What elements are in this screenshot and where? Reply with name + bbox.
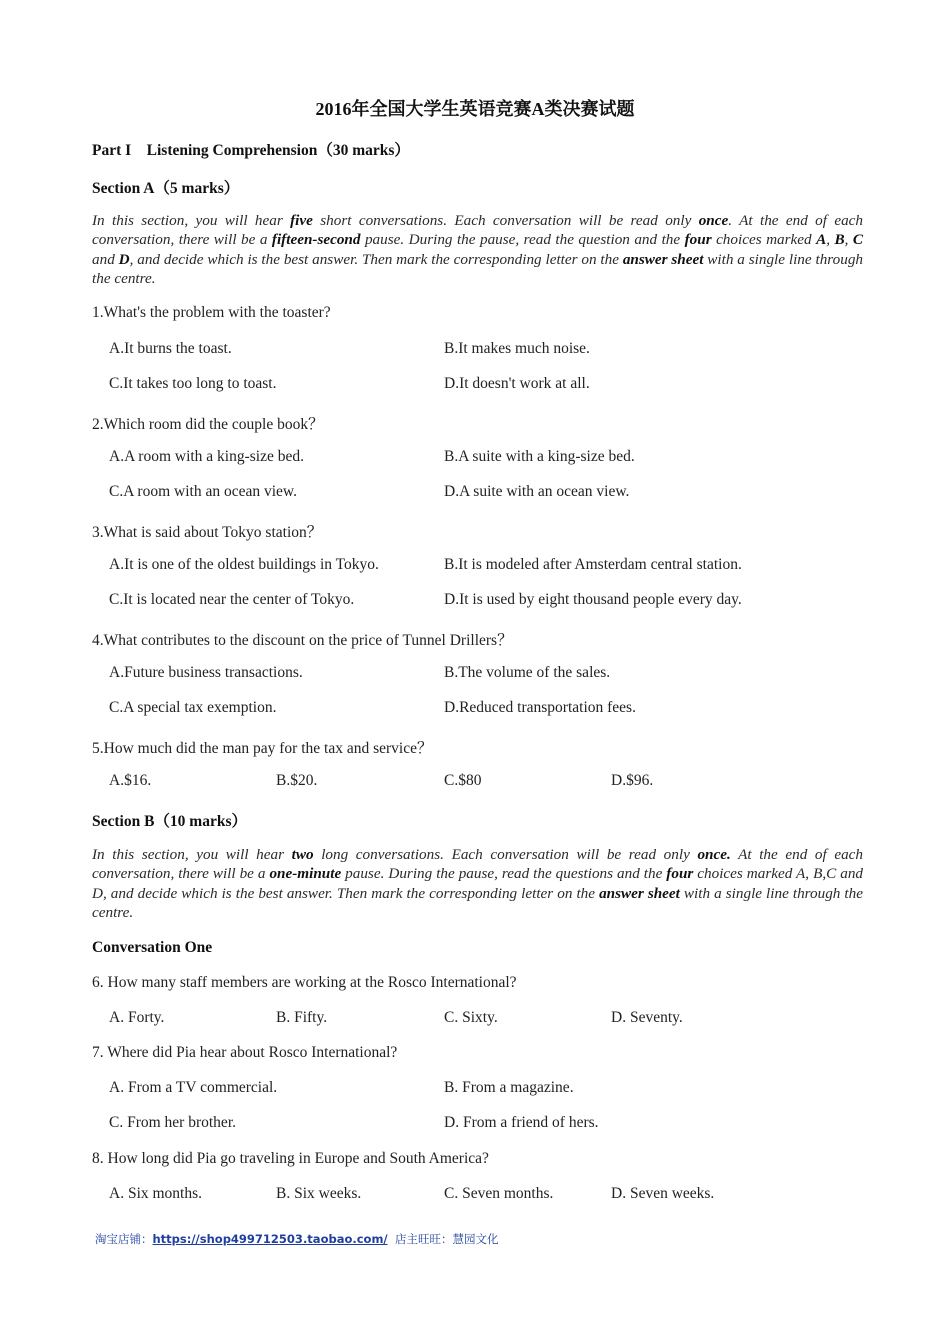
question-5: 5.How much did the man pay for the tax and service？ [92,740,433,757]
option-5c: C.$80 [444,772,482,789]
option-2d: D.A suite with an ocean view. [444,483,630,500]
section-a-instructions: In this section, you will hear five short conversations. Each conversation will be read only once. At the end of each conversation, there will be a fifteen-second pause. During the pause, read the question and the four choices marked A, B, C and D, and decide which is the best answer. Then mark the corresponding letter on the answer sheet with a single line through the centre. [92,212,864,287]
option-4b: B.The volume of the sales. [444,664,611,681]
shop-link[interactable]: https://shop499712503.taobao.com/ [152,1232,388,1246]
option-6b: B. Fifty. [276,1009,328,1026]
option-8a: A. Six months. [109,1185,203,1202]
option-2c: C.A room with an ocean view. [109,483,297,500]
option-2b: B.A suite with a king-size bed. [444,448,635,465]
option-5d: D.$96. [611,772,654,789]
question-1: 1.What's the problem with the toaster? [92,304,331,321]
option-4c: C.A special tax exemption. [109,699,277,716]
option-6c: C. Sixty. [444,1009,498,1026]
option-1a: A.It burns the toast. [109,340,232,357]
option-7b: B. From a magazine. [444,1079,574,1096]
option-4d: D.Reduced transportation fees. [444,699,636,716]
option-7a: A. From a TV commercial. [109,1079,278,1096]
option-1b: B.It makes much noise. [444,340,590,357]
option-3a: A.It is one of the oldest buildings in Tokyo. [109,556,379,573]
option-1c: C.It takes too long to toast. [109,375,277,392]
question-4: 4.What contributes to the discount on the price of Tunnel Drillers？ [92,632,513,649]
section-b-instructions: In this section, you will hear two long conversations. Each conversation will be read only once. At the end of each conversation, there will be a one-minute pause. During the pause, read the questions and the four choices marked A, B,C and D, and decide which is the best answer. Then mark the corresponding letter on the answer sheet with a single line through the centre. [92,846,864,921]
section-b-heading: Section B（10 marks） [92,813,248,830]
question-7: 7. Where did Pia hear about Rosco International? [92,1044,398,1061]
option-7c: C. From her brother. [109,1114,236,1131]
question-2: 2.Which room did the couple book？ [92,416,324,433]
option-8d: D. Seven weeks. [611,1185,715,1202]
option-8c: C. Seven months. [444,1185,554,1202]
option-3b: B.It is modeled after Amsterdam central station. [444,556,742,573]
option-1d: D.It doesn't work at all. [444,375,590,392]
option-3c: C.It is located near the center of Tokyo. [109,591,355,608]
option-4a: A.Future business transactions. [109,664,303,681]
footer-label: 淘宝店铺： [95,1232,153,1246]
conversation-heading: Conversation One [92,939,213,956]
question-3: 3.What is said about Tokyo station？ [92,524,323,541]
part-heading: Part I Listening Comprehension（30 marks） [92,142,410,159]
option-5a: A.$16. [109,772,152,789]
section-a-heading: Section A（5 marks） [92,180,240,197]
page-title: 2016年全国大学生英语竞赛A类决赛试题 [315,99,635,119]
footer-rest: 店主旺旺：慧园文化 [387,1232,499,1246]
option-6a: A. Forty. [109,1009,165,1026]
option-2a: A.A room with a king-size bed. [109,448,305,465]
question-6: 6. How many staff members are working at the Rosco International? [92,974,517,991]
option-8b: B. Six weeks. [276,1185,362,1202]
option-6d: D. Seventy. [611,1009,683,1026]
option-7d: D. From a friend of hers. [444,1114,599,1131]
option-3d: D.It is used by eight thousand people every day. [444,591,742,608]
question-8: 8. How long did Pia go traveling in Europe and South America? [92,1150,489,1167]
option-5b: B.$20. [276,772,318,789]
footer [95,1231,498,1247]
